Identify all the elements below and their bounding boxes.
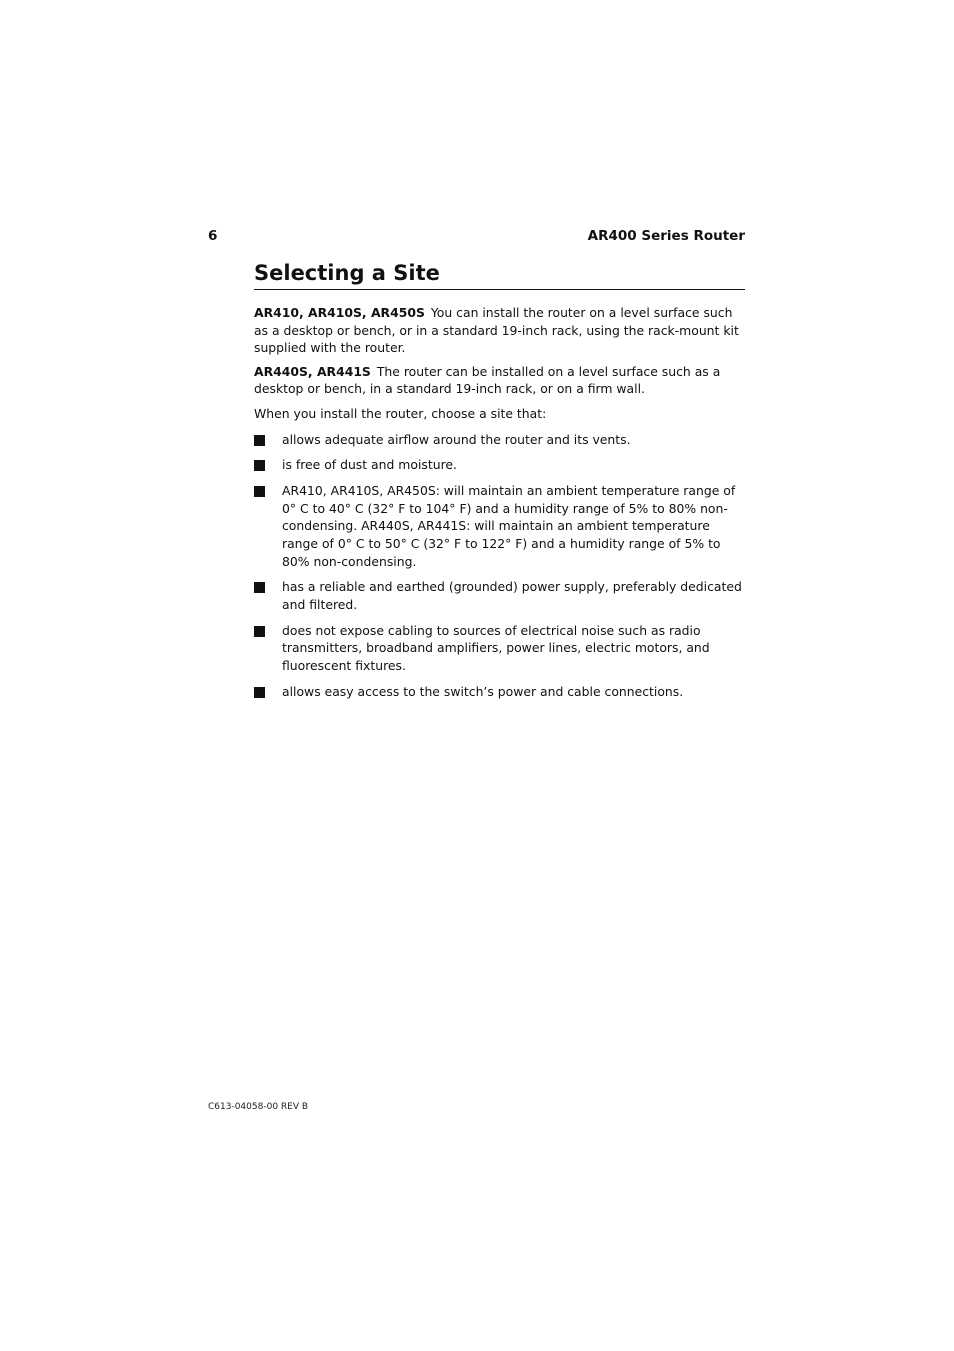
square-bullet-icon: [254, 582, 265, 593]
section-content: [254, 259, 745, 708]
site-requirements-list: [254, 431, 745, 701]
square-bullet-icon: [254, 486, 265, 497]
list-item-text: is free of dust and moisture.: [282, 457, 457, 473]
document-code: C613-04058-00 REV B: [208, 1102, 309, 1112]
paragraph-ar410: [254, 304, 745, 357]
list-item: [254, 456, 745, 474]
list-item: [254, 578, 745, 613]
list-item: [254, 482, 745, 570]
square-bullet-icon: [254, 626, 265, 637]
list-item-text: AR410, AR410S, AR450S: will maintain an ambient temperature range of 0° C to 40° C (32° F to 104° F) and a humidity range of 5% to 80% non-condensing. AR440S, AR441S: will maintain an ambient temperature range of 0° C to 50° C (32° F to 122° F) and a humidity range of 5% to 80% non-condensing.: [282, 483, 736, 569]
list-item-text: has a reliable and earthed (grounded) power supply, preferably dedicated and filtered.: [282, 579, 742, 612]
list-item: [254, 683, 745, 701]
paragraph-lead-in: AR440S, AR441S: [254, 363, 371, 379]
list-item: [254, 431, 745, 449]
paragraph-ar440: [254, 363, 745, 398]
running-header: AR400 Series Router: [587, 228, 745, 244]
list-item-text: allows easy access to the switch’s power and cable connections.: [282, 683, 684, 699]
list-item-text: allows adequate airflow around the router and its vents.: [282, 431, 631, 447]
page-number: 6: [208, 228, 218, 244]
paragraph-text: You can install the router on a level surface such as a desktop or bench, or in a standard 19-inch rack, using the rack-mount kit supplied with the router.: [254, 305, 739, 356]
list-item: [254, 622, 745, 675]
paragraph-text: The router can be installed on a level surface such as a desktop or bench, in a standard 19-inch rack, or on a firm wall.: [254, 363, 721, 397]
site-intro: When you install the router, choose a site that:: [254, 405, 547, 421]
square-bullet-icon: [254, 460, 265, 471]
square-bullet-icon: [254, 435, 265, 446]
paragraph-lead-in: AR410, AR410S, AR450S: [254, 305, 425, 320]
list-item-text: does not expose cabling to sources of electrical noise such as radio transmitters, broadband amplifiers, power lines, electric motors, and fluorescent fixtures.: [282, 622, 710, 673]
section-title: Selecting a Site: [254, 259, 745, 290]
square-bullet-icon: [254, 687, 265, 698]
